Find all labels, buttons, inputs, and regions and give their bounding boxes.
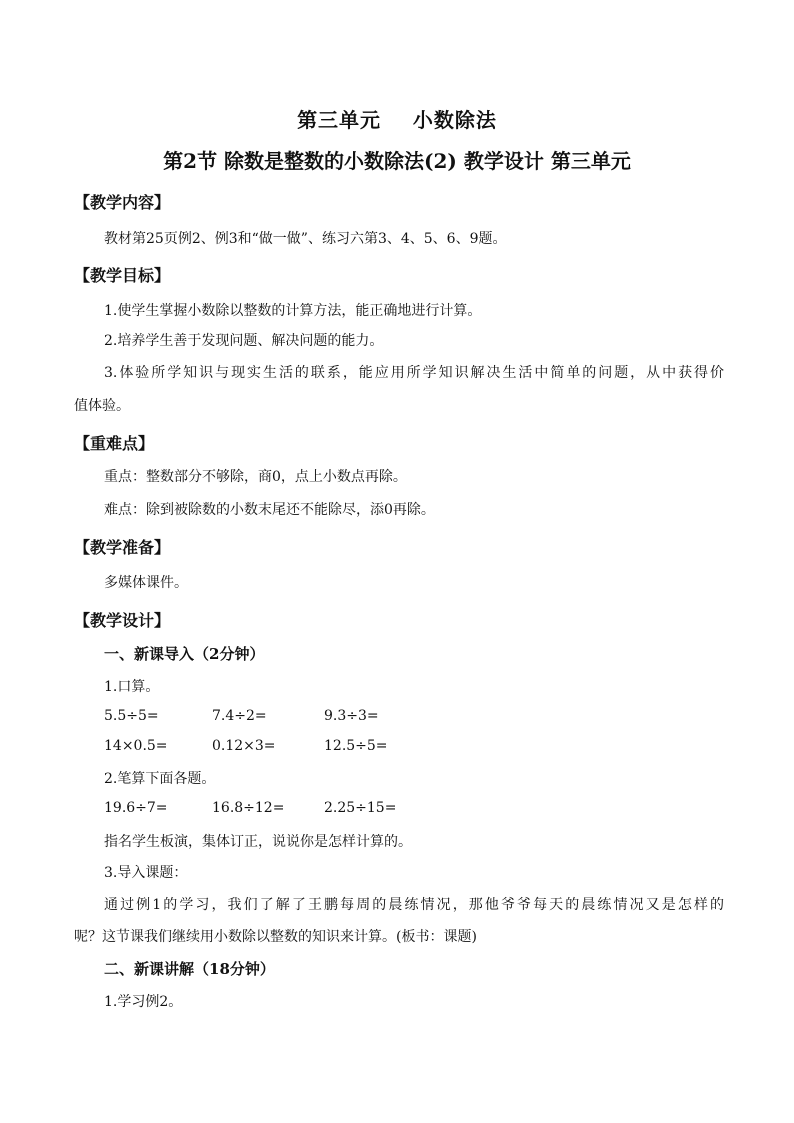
oral-problem: 5.5÷5= [104, 708, 159, 724]
design-part2-title: 二、新课讲解（18分钟） [104, 960, 275, 978]
section-heading-goals: 【教学目标】 [74, 266, 171, 285]
written-calc-label: 2.笔算下面各题。 [104, 771, 216, 787]
design-part1-title: 一、新课导入（2分钟） [104, 645, 265, 663]
oral-problem: 7.4÷2= [212, 708, 267, 724]
oral-calc-label: 1.口算。 [104, 679, 160, 695]
written-calc-note: 指名学生板演，集体订正，说说你是怎样计算的。 [104, 834, 412, 850]
section-heading-design: 【教学设计】 [74, 611, 171, 630]
oral-problem: 0.12×3= [212, 738, 276, 754]
section-heading-prep: 【教学准备】 [74, 538, 171, 557]
goal-item-3: 3.体验所学知识与现实生活的联系，能应用所学知识解决生活中简单的问题，从中获得价 [104, 365, 724, 381]
section-heading-key-points: 【重难点】 [74, 434, 155, 453]
goal-item-2: 2.培养学生善于发现问题、解决问题的能力。 [104, 333, 384, 349]
intro-label: 3.导入课题： [104, 865, 188, 881]
key-point-text: 重点：整数部分不够除，商0，点上小数点再除。 [104, 469, 407, 485]
intro-text: 通过例1的学习，我们了解了王鹏每周的晨练情况，那他爷爷每天的晨练情况又是怎样的 [104, 897, 724, 913]
content-text: 教材第25页例2、例3和“做一做”、练习六第3、4、5、6、9题。 [104, 231, 507, 247]
prep-text: 多媒体课件。 [104, 575, 188, 591]
goal-item-1: 1.使学生掌握小数除以整数的计算方法，能正确地进行计算。 [104, 303, 482, 319]
part2-item-1: 1.学习例2。 [104, 994, 183, 1010]
written-problem: 19.6÷7= [104, 800, 168, 816]
page-subtitle: 第2节 除数是整数的小数除法(2) 教学设计 第三单元 [163, 149, 631, 173]
oral-problem: 14×0.5= [104, 738, 168, 754]
difficult-point-text: 难点：除到被除数的小数末尾还不能除尽，添0再除。 [104, 502, 435, 518]
written-problem: 2.25÷15= [324, 800, 397, 816]
oral-problem: 9.3÷3= [324, 708, 379, 724]
oral-problem: 12.5÷5= [324, 738, 388, 754]
goal-item-3-continued: 值体验。 [74, 398, 130, 414]
section-heading-content: 【教学内容】 [74, 193, 171, 212]
intro-text-continued: 呢？这节课我们继续用小数除以整数的知识来计算。(板书：课题) [74, 929, 477, 945]
page-title: 第三单元 小数除法 [297, 108, 497, 132]
written-problem: 16.8÷12= [212, 800, 285, 816]
